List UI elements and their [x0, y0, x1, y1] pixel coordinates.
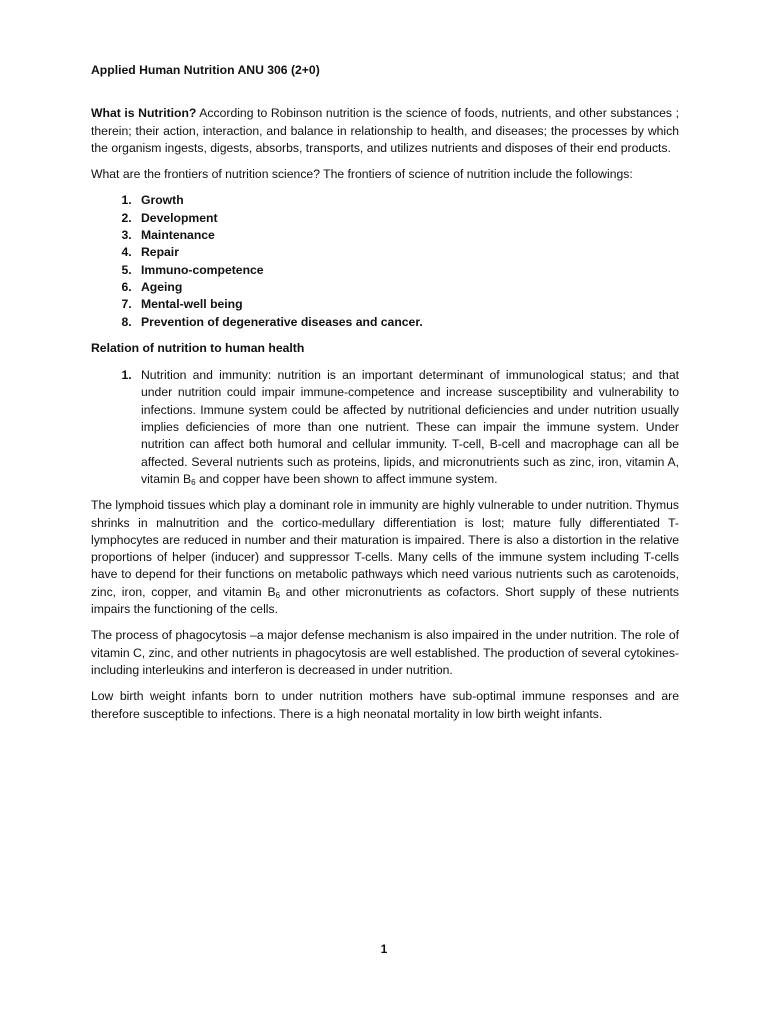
document-title: Applied Human Nutrition ANU 306 (2+0)	[91, 63, 320, 77]
list-item: 4. Repair	[135, 244, 679, 261]
nutrition-question: What is Nutrition?	[91, 106, 197, 121]
page-number: 1	[380, 942, 388, 956]
lymphoid-text-end: and other micronutrients as cofactors. Short supply of these nutrients impairs the functioning of the cells.	[91, 584, 679, 617]
list-item: 3. Maintenance	[135, 227, 679, 244]
low-birth-weight-paragraph: Low birth weight infants born to under nutrition mothers have sub-optimal immune responses and are therefore susceptible to infections. There is a high neonatal mortality in low birth weight infants.	[91, 689, 679, 721]
list-item: 6. Ageing	[135, 279, 679, 296]
nutrition-immunity-text: Nutrition and immunity: nutrition is an important determinant of immunological status; and that under nutrition could impair immune-competence and increase susceptibility and vulnerability to infections. Immune system could be affected by nutritional deficiencies and under nutrition usually implies deficiencies of more than one nutrient. These can impair the immune system. Under nutrition can affect both humoral and cellular immunity. T-cell, B-cell and macrophage can all be affected. Several nutrients such as proteins, lipids, and micronutrients such as zinc, iron, vitamin A, vitamin B	[141, 368, 679, 486]
list-item: 8. Prevention of degenerative diseases and cancer.	[135, 314, 679, 331]
document-body	[91, 62, 679, 732]
nutrition-definition: According to Robinson nutrition is the science of foods, nutrients, and other substances ; therein; their action, interaction, and balance in relationship to health, and diseases; the processes by which the organism ingests, digests, absorbs, transports, and utilizes nutrients and disposes of their end products.	[91, 106, 679, 155]
vitamin-subscript: 6	[191, 477, 196, 487]
frontiers-list	[91, 192, 679, 330]
list-item: 2. Development	[135, 210, 679, 227]
lymphoid-text: The lymphoid tissues which play a dominant role in immunity are highly vulnerable to under nutrition. Thymus shrinks in malnutrition and the cortico-medullary differentiation is lost; mature fully differentiated T-lymphocytes are reduced in number and their maturation is impaired. There is also a distortion in the relative proportions of helper (inducer) and suppressor T-cells. Many cells of the immune system including T-cells have to depend for their functions on metabolic pathways which need various nutrients such as carotenoids, zinc, iron, copper, and vitamin B	[91, 498, 679, 599]
frontiers-intro: What are the frontiers of nutrition science? The frontiers of science of nutrition include the followings:	[91, 167, 633, 182]
list-item: 7. Mental-well being	[135, 296, 679, 313]
list-item: 1. Growth	[135, 192, 679, 209]
lymphoid-paragraph	[91, 497, 679, 618]
nutrition-immunity-text-end: and copper have been shown to affect immune system.	[195, 471, 498, 486]
relation-list	[91, 367, 679, 488]
vitamin-subscript: 6	[275, 590, 281, 600]
nutrition-immunity-item	[135, 367, 679, 488]
phagocytosis-paragraph: The process of phagocytosis –a major defense mechanism is also impaired in the under nutrition. The role of vitamin C, zinc, and other nutrients in phagocytosis are well established. The production of several cytokines-including interleukins and interferon is decreased in under nutrition.	[91, 628, 679, 677]
nutrition-definition-paragraph	[91, 105, 679, 157]
list-item: 5. Immuno-competence	[135, 262, 679, 279]
relation-heading: Relation of nutrition to human health	[91, 340, 305, 355]
